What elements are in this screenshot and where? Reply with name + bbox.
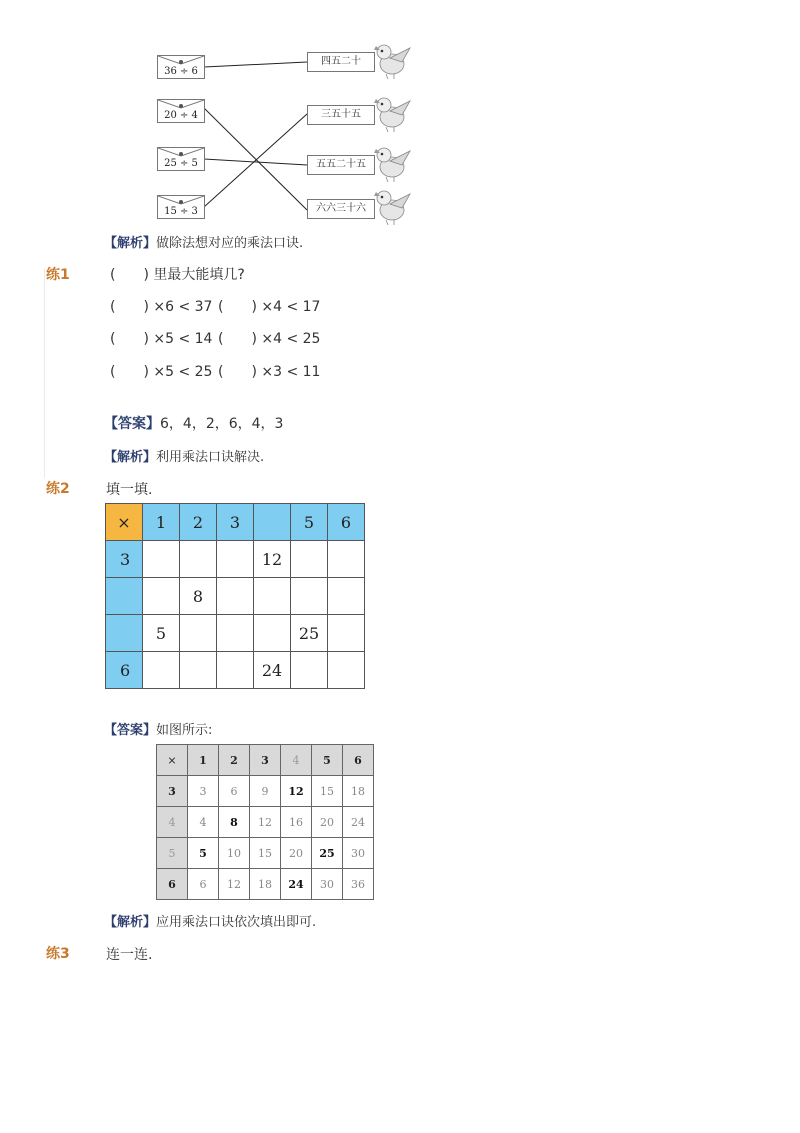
rhyme-card-4: 六六三十六: [307, 199, 375, 219]
table-cell: 18: [343, 776, 374, 807]
envelope-1: [157, 55, 205, 79]
table-cell[interactable]: [106, 578, 143, 615]
table-cell[interactable]: [291, 578, 328, 615]
table-cell: 3: [250, 745, 281, 776]
line-36div6: [204, 62, 307, 67]
rhyme-card-2: 三五十五: [307, 105, 375, 125]
table-cell[interactable]: [291, 652, 328, 689]
ex2-answer: [104, 719, 212, 738]
answer-tag: 【答案】: [104, 723, 157, 738]
table-cell[interactable]: [143, 652, 180, 689]
answer-text: 如图所示:: [156, 723, 213, 738]
table-cell: 3: [157, 776, 188, 807]
table-cell: 18: [250, 869, 281, 900]
ex1-item-4: ( ) ×4 < 25: [218, 331, 321, 347]
table-cell[interactable]: [143, 578, 180, 615]
table-cell: 12: [254, 541, 291, 578]
table-cell: 12: [250, 807, 281, 838]
table-row: [106, 504, 365, 541]
matching-analysis: [104, 232, 303, 251]
table-cell[interactable]: [328, 615, 365, 652]
table-cell: 2: [180, 504, 217, 541]
table-cell[interactable]: [180, 541, 217, 578]
ex1-item-2: ( ) ×4 < 17: [218, 299, 321, 315]
table-cell: 6: [219, 776, 250, 807]
table-cell: 24: [343, 807, 374, 838]
analysis-text: 应用乘法口诀依次填出即可.: [156, 915, 317, 930]
analysis-text: 利用乘法口诀解决.: [156, 450, 265, 465]
analysis-tag: 【解析】: [104, 236, 157, 251]
multiplication-table-question: [105, 503, 365, 689]
multiplication-table-answer: [156, 744, 374, 900]
table-cell: 20: [281, 838, 312, 869]
envelope-1-text: 36 ÷ 6: [164, 66, 198, 77]
table-cell[interactable]: [217, 541, 254, 578]
exercise-3-label: 练3: [46, 946, 70, 962]
table-row: [157, 776, 374, 807]
exercise-2-question: 填一填.: [106, 482, 153, 498]
table-cell: 1: [143, 504, 180, 541]
envelope-4-text: 15 ÷ 3: [164, 206, 198, 217]
ex1-item-5: ( ) ×5 < 25: [110, 364, 213, 380]
table-cell[interactable]: [328, 652, 365, 689]
table-cell[interactable]: [328, 541, 365, 578]
table-cell: 4: [157, 807, 188, 838]
table-cell: 2: [219, 745, 250, 776]
table-cell: 12: [219, 869, 250, 900]
analysis-text: 做除法想对应的乘法口诀.: [156, 236, 304, 251]
table-cell: 25: [312, 838, 343, 869]
envelope-2: [157, 99, 205, 123]
table-cell: 8: [219, 807, 250, 838]
table-cell: ×: [157, 745, 188, 776]
margin-divider: [44, 268, 45, 478]
table-cell[interactable]: [180, 615, 217, 652]
table-row: [157, 807, 374, 838]
table-cell[interactable]: [291, 541, 328, 578]
table-cell: 5: [143, 615, 180, 652]
table-cell: 20: [312, 807, 343, 838]
table-cell: 36: [343, 869, 374, 900]
exercise-1-question: ( ) 里最大能填几?: [110, 267, 245, 283]
ex1-item-1: ( ) ×6 < 37: [110, 299, 213, 315]
table-cell[interactable]: [217, 652, 254, 689]
bird-icon: [368, 40, 412, 80]
table-cell: 6: [106, 652, 143, 689]
analysis-tag: 【解析】: [104, 915, 157, 930]
table-cell[interactable]: [254, 504, 291, 541]
rhyme-card-1: 四五二十: [307, 52, 375, 72]
table-cell: 6: [343, 745, 374, 776]
table-cell: 10: [219, 838, 250, 869]
line-20div4: [204, 108, 307, 210]
table-cell: 3: [217, 504, 254, 541]
table-cell: ×: [106, 504, 143, 541]
answer-text: 6，4，2，6，4，3: [160, 416, 284, 432]
table-cell: 5: [157, 838, 188, 869]
table-cell: 9: [250, 776, 281, 807]
table-cell: 4: [281, 745, 312, 776]
table-cell: 8: [180, 578, 217, 615]
answer-tag: 【答案】: [104, 416, 160, 432]
table-row: [157, 869, 374, 900]
bird-icon: [368, 143, 412, 183]
table-cell: 5: [188, 838, 219, 869]
ex2-analysis: [104, 911, 316, 930]
exercise-1-label: 练1: [46, 267, 70, 283]
table-cell: 3: [188, 776, 219, 807]
envelope-4: [157, 195, 205, 219]
table-row: [106, 541, 365, 578]
table-cell: 30: [312, 869, 343, 900]
table-cell: 1: [188, 745, 219, 776]
ex1-analysis: [104, 446, 264, 465]
table-cell[interactable]: [143, 541, 180, 578]
table-cell: 15: [250, 838, 281, 869]
bird-icon: [368, 93, 412, 133]
table-cell[interactable]: [217, 615, 254, 652]
table-cell[interactable]: [254, 615, 291, 652]
table-cell: 30: [343, 838, 374, 869]
table-cell: 6: [188, 869, 219, 900]
table-cell: 4: [188, 807, 219, 838]
table-cell: 24: [281, 869, 312, 900]
table-cell[interactable]: [217, 578, 254, 615]
table-row: [106, 652, 365, 689]
exercise-3-question: 连一连.: [106, 947, 153, 963]
table-cell: 15: [312, 776, 343, 807]
table-cell: 5: [291, 504, 328, 541]
ex1-item-3: ( ) ×5 < 14: [110, 331, 213, 347]
table-cell[interactable]: [180, 652, 217, 689]
table-cell: 25: [291, 615, 328, 652]
table-row: [106, 615, 365, 652]
table-row: [157, 745, 374, 776]
rhyme-card-3: 五五二十五: [307, 155, 375, 175]
ex1-answer: [104, 413, 283, 433]
table-cell[interactable]: [254, 578, 291, 615]
envelope-3: [157, 147, 205, 171]
line-15div3: [204, 114, 307, 207]
table-cell: 6: [328, 504, 365, 541]
table-row: [157, 838, 374, 869]
table-row: [106, 578, 365, 615]
table-cell: 3: [106, 541, 143, 578]
analysis-tag: 【解析】: [104, 450, 157, 465]
table-cell[interactable]: [106, 615, 143, 652]
table-cell: 24: [254, 652, 291, 689]
bird-icon: [368, 186, 412, 226]
envelope-3-text: 25 ÷ 5: [164, 158, 198, 169]
envelope-2-text: 20 ÷ 4: [164, 110, 198, 121]
table-cell: 12: [281, 776, 312, 807]
ex1-item-6: ( ) ×3 < 11: [218, 364, 321, 380]
table-cell: 5: [312, 745, 343, 776]
exercise-2-label: 练2: [46, 481, 70, 497]
table-cell: 16: [281, 807, 312, 838]
table-cell: 6: [157, 869, 188, 900]
table-cell[interactable]: [328, 578, 365, 615]
